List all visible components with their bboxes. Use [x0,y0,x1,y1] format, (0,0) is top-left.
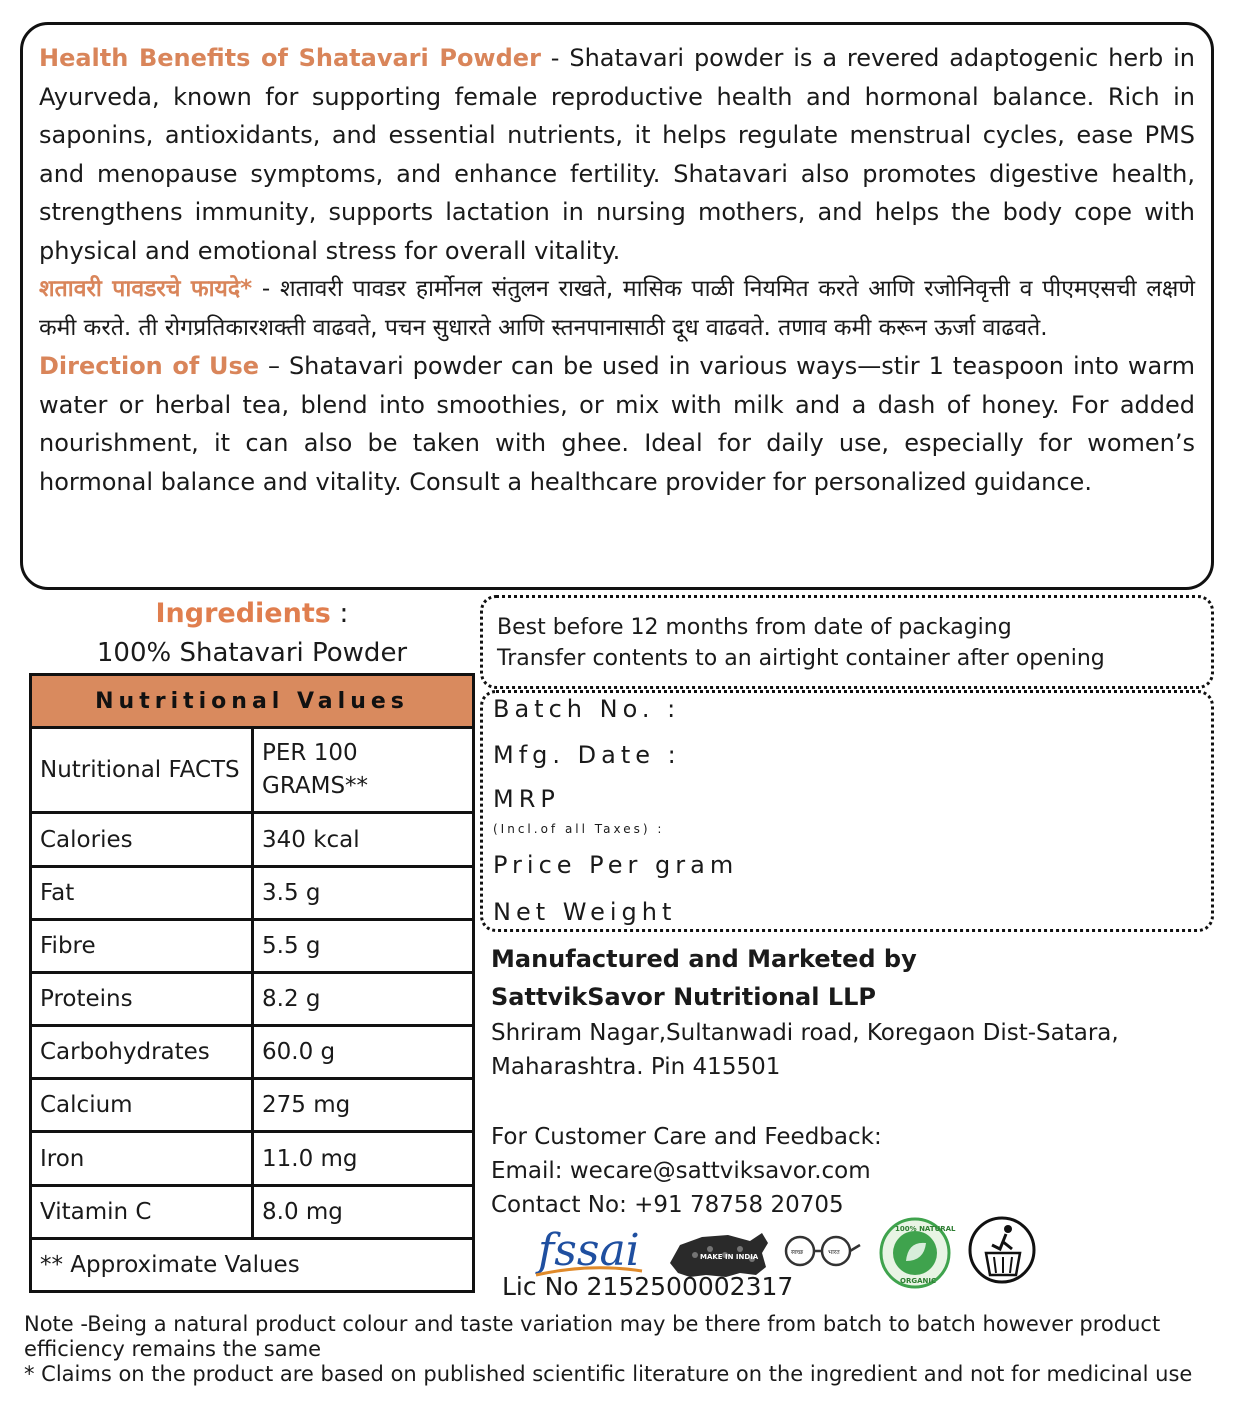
ingredients-value: 100% Shatavari Powder [96,638,408,668]
nutrition-col1-header: Nutritional FACTS [31,728,253,813]
natural-text: 100% NATURAL [895,1225,956,1233]
storage-instruction-text: Transfer contents to an airtight container after opening [497,646,1105,671]
customer-care-email: Email: wecare@sattviksavor.com [491,1158,871,1184]
make-in-india-text: MAKE IN INDIA [700,1253,759,1261]
nutrient-name: Calcium [31,1079,253,1132]
customer-care-contact: Contact No: +91 78758 20705 [491,1192,844,1218]
note-line-2: * Claims on the product are based on published scientific literature on the ingredient and not for medicinal use [24,1362,1193,1386]
table-row [31,1079,474,1132]
address-line-2: Maharashtra. Pin 415501 [491,1054,781,1080]
batch-details-box [480,690,1214,932]
nutrient-name: Fibre [31,919,253,972]
nutrient-name: Vitamin C [31,1185,253,1238]
nutrient-value: 5.5 g [253,919,474,972]
customer-care-title: For Customer Care and Feedback: [491,1124,882,1150]
ingredients-title [30,598,474,629]
swachh-text: स्वच्छ [791,1249,804,1256]
nutrient-value: 8.0 mg [253,1185,474,1238]
nutrient-value: 60.0 g [253,1026,474,1079]
product-info-box [20,22,1214,590]
ingredients-colon: : [330,598,349,629]
notes-block [24,1312,1224,1387]
nutrient-value: 8.2 g [253,972,474,1025]
nutrient-value: 275 mg [253,1079,474,1132]
nutrient-value: 340 kcal [253,813,474,866]
table-row [31,1026,474,1079]
table-row [31,813,474,866]
benefits-text: - Shatavari powder is a revered adaptogenic herb in Ayurveda, known for supporting female reproductive health and hormonal balance. Rich in saponins, antioxidants, and essential nutrients, it helps regulate menstrual cycles, ease PMS and menopause symptoms, and enhance fertility. Shatavari also promotes digestive health, strengthens immunity, supports lactation in nursing mothers, and helps the body cope with physical and emotional stress for overall vitality. [39,44,1196,265]
nutrition-col2-header: PER 100 GRAMS** [253,728,474,813]
nutrient-name: Calories [31,813,253,866]
ingredients-label: Ingredients [155,598,331,629]
nutrient-name: Fat [31,866,253,919]
dispose-bin-icon [970,1218,1034,1282]
benefits-paragraph [39,39,1195,270]
fssai-logo-text: fssai [538,1225,640,1276]
marathi-heading: शतावरी पावडरचे फायदे* [39,276,253,302]
bharat-text: भारत [828,1249,840,1256]
nutrient-value: 3.5 g [253,866,474,919]
note-line-1: Note -Being a natural product colour and taste variation may be there from batch to batch however product efficiency remains the same [24,1312,1161,1361]
manufacturer-line: Manufactured and Marketed by [491,945,917,973]
direction-paragraph [39,347,1195,501]
natural-organic-badge [881,1219,956,1287]
nutrient-name: Iron [31,1132,253,1185]
batch-no-label: Batch No. : [493,695,681,723]
address-line-1: Shriram Nagar,Sultanwadi road, Koregaon Dist-Satara, [491,1020,1119,1046]
direction-text: – Shatavari powder can be used in various ways—stir 1 teaspoon into warm water or herbal tea, blend into smoothies, or mix with milk and a dash of honey. For added nourishment, it can also be taken with ghee. Ideal for daily use, especially for women’s hormonal balance and vitality. Consult a healthcare provider for personalized guidance. [39,352,1196,496]
manufacturer-block [491,940,1211,1084]
nutrient-name: Proteins [31,972,253,1025]
nutrient-value: 11.0 mg [253,1132,474,1185]
storage-box [480,595,1214,689]
benefits-heading: Health Benefits of Shatavari Powder [39,44,541,72]
nutrient-name: Carbohydrates [31,1026,253,1079]
nutrition-table [29,673,475,1293]
direction-heading: Direction of Use [39,352,260,380]
marathi-paragraph [39,270,1195,347]
nutrition-footnote: ** Approximate Values [31,1238,474,1291]
net-weight-label: Net Weight [493,898,677,926]
organic-text: ORGANIC [900,1277,937,1285]
make-in-india-logo [670,1233,768,1277]
customer-care-block [491,1120,882,1222]
mfg-date-label: Mfg. Date : [493,741,681,769]
table-row [31,972,474,1025]
fssai-logo [535,1225,642,1276]
license-number: Lic No 2152500002317 [502,1272,794,1301]
table-row [31,1132,474,1185]
swachh-bharat-logo [786,1237,860,1265]
company-name: SattvikSavor Nutritional LLP [491,983,876,1011]
best-before-text: Best before 12 months from date of packaging [497,615,1012,640]
price-per-gram-label: Price Per gram [493,851,739,879]
table-row [31,866,474,919]
table-row [31,919,474,972]
table-row [31,1185,474,1238]
nutrition-header: Nutritional Values [31,675,474,728]
taxes-label: (Incl.of all Taxes) : [493,822,665,836]
mrp-label: MRP [493,785,560,813]
marathi-text: - शतावरी पावडर हार्मोनल संतुलन राखते, मासिक पाळी नियमित करते आणि रजोनिवृत्ती व पीएमएसची लक्षणे कमी करते. ती रोगप्रतिकारशक्ती वाढवते, पचन सुधारते आणि स्तनपानासाठी दूध वाढवते. तणाव कमी करून ऊर्जा वाढवते. [39,276,1196,341]
